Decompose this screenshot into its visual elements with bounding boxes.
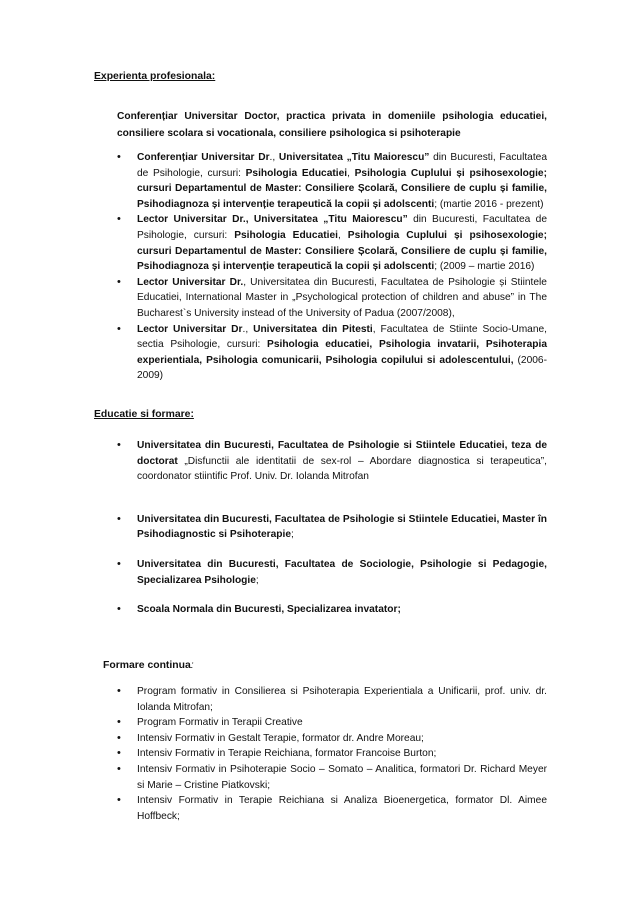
bullet-icon: • bbox=[117, 762, 121, 775]
bullet-icon: • bbox=[117, 747, 121, 760]
education-list bbox=[117, 438, 547, 618]
bullet-icon: • bbox=[117, 322, 121, 335]
training-item: • Intensiv Formativ in Gestalt Terapie, formator dr. Andre Moreau; bbox=[117, 731, 547, 747]
bullet-icon: • bbox=[117, 557, 121, 570]
experience-heading: Experienta profesionala: bbox=[94, 71, 216, 82]
training-item: • Program Formativ in Terapii Creative bbox=[117, 715, 547, 731]
education-item: • Universitatea din Bucuresti, Facultatea de Psihologie si Stiintele Educatiei, Master în Psihodiagnostic si Psihoterapie; bbox=[117, 512, 547, 541]
education-item: • Universitatea din Bucuresti, Facultatea de Sociologie, Psihologie si Pedagogie, Specializarea Psihologie; bbox=[117, 557, 547, 586]
experience-item: • Lector Universitar Dr., Universitatea „Titu Maiorescu” din Bucuresti, Facultatea de Psihologie, cursuri: Psihologia Educatiei, Psihologia Cuplului și psihosexologie; cursuri Departamentul de Master: Consiliere Școlară, Consiliere de cuplu și familie, Psihodiagnoza și intervenție terapeutică la copii și adolscenti; (2009 – martie 2016) bbox=[117, 213, 547, 273]
education-item: • Scoala Normala din Bucuresti, Specializarea invatator; bbox=[117, 602, 547, 618]
bullet-icon: • bbox=[117, 685, 121, 697]
training-item: • Intensiv Formativ in Psihoterapie Socio – Somato – Analitica, formatori Dr. Richard Meyer si Marie – Cristine Piatkovski; bbox=[117, 762, 547, 791]
experience-item: • Lector Universitar Dr., Universitatea din Bucuresti, Facultatea de Psihologie și Stiintele Educatiei, International Master in „Psychological protection of children and abuse” in The Bucharest`s University instead of the University of Padua (2007/2008), bbox=[117, 275, 547, 319]
education-item: • Universitatea din Bucuresti, Facultatea de Psihologie si Stiintele Educatiei, teza de doctorat „Disfunctii ale identitatii de sex-rol – Abordare diagnostica si terapeutica”, coordonator stiintific Prof. Univ. Dr. Iolanda Mitrofan bbox=[117, 439, 547, 483]
experience-item: • Lector Universitar Dr., Universitatea din Pitesti, Facultatea de Stiinte Socio-Umane, sectia Psihologie, cursuri: Psihologia educatiei, Psihologia invatarii, Psihoterapia experientiala, Psihologia comunicarii, Psihologia copilului si adolescentului, (2006-2009) bbox=[117, 322, 548, 382]
experience-list bbox=[117, 150, 547, 384]
training-list bbox=[117, 684, 547, 824]
training-item: • Intensiv Formativ in Terapie Reichiana si Analiza Bioenergetica, formator Dl. Aimee Hoffbeck; bbox=[117, 794, 547, 822]
experience-item: • Conferențiar Universitar Dr., Universitatea „Titu Maiorescu” din Bucuresti, Facultatea de Psihologie, cursuri: Psihologia Educatiei, Psihologia Cuplului și psihosexologie; cursuri Departamentul de Master: Consiliere Școlară, Consiliere de cuplu și familie, Psihodiagnoza și intervenție terapeutică la copii și adolscenti; (martie 2016 - prezent) bbox=[117, 151, 548, 210]
bullet-icon: • bbox=[117, 603, 121, 616]
education-heading: Educatie si formare: bbox=[94, 409, 194, 420]
bullet-icon: • bbox=[117, 151, 121, 163]
bullet-icon: • bbox=[117, 731, 121, 744]
bullet-icon: • bbox=[117, 512, 121, 525]
training-item: • Program formativ in Consilierea si Psihoterapia Experientiala a Unificarii, prof. univ. dr. Iolanda Mitrofan; bbox=[117, 685, 547, 713]
training-item: • Intensiv Formativ in Terapie Reichiana, formator Francoise Burton; bbox=[117, 746, 547, 762]
bullet-icon: • bbox=[117, 439, 121, 451]
experience-intro: Conferențiar Universitar Doctor, practica privata in domeniile psihologia educatiei, consiliere scolara si vocationala, consiliere psihologica si psihoterapie bbox=[117, 111, 547, 139]
bullet-icon: • bbox=[117, 275, 121, 288]
bullet-icon: • bbox=[117, 213, 121, 226]
bullet-icon: • bbox=[117, 716, 121, 729]
bullet-icon: • bbox=[117, 794, 121, 807]
training-heading: Formare continua: bbox=[103, 660, 194, 671]
